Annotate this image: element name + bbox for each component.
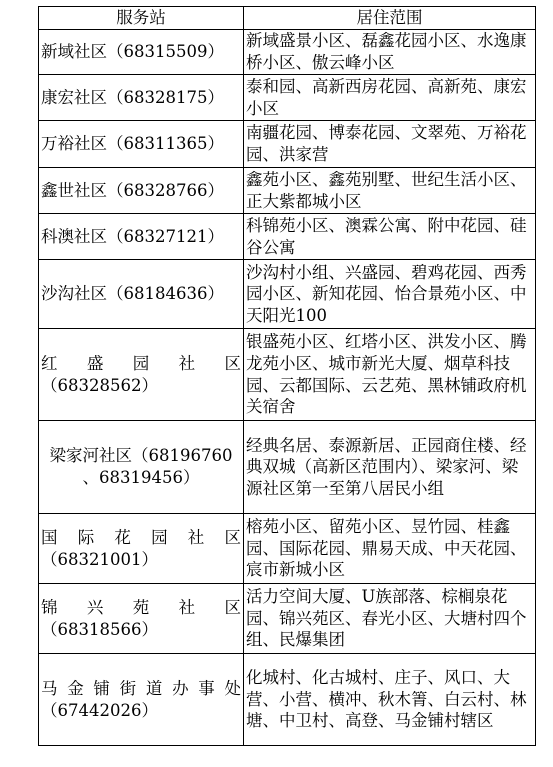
table-row <box>39 168 536 214</box>
area-cell: 南疆花园、博泰花园、文翠苑、万裕花园、洪家营 <box>244 121 536 168</box>
table-row <box>39 654 536 746</box>
header-area: 居住范围 <box>244 7 536 30</box>
station-cell: 鑫世社区（68328766） <box>39 168 244 214</box>
station-cell: 科澳社区（68327121） <box>39 214 244 260</box>
table-header-row <box>39 7 536 30</box>
station-cell <box>39 421 244 514</box>
station-cell <box>39 514 244 584</box>
area-cell: 新域盛景小区、磊鑫花园小区、水逸康桥小区、傲云峰小区 <box>244 30 536 75</box>
station-phone: （68318566） <box>41 619 158 639</box>
area-cell: 银盛苑小区、红塔小区、洪发小区、腾龙苑小区、城市新光大厦、烟草科技园、云都国际、云艺苑、黑林铺政府机关宿舍 <box>244 329 536 421</box>
area-cell: 沙沟村小组、兴盛园、碧鸡花园、西秀园小区、新知花园、怡合景苑小区、中天阳光100 <box>244 260 536 329</box>
station-name: 红盛园社区 <box>41 353 241 373</box>
station-name: 锦兴苑社区 <box>41 597 241 617</box>
table-row <box>39 30 536 75</box>
area-cell: 榕苑小区、留苑小区、昱竹园、桂鑫园、国际花园、鼎易天成、中天花园、宸市新城小区 <box>244 514 536 584</box>
station-cell: 沙沟社区（68184636） <box>39 260 244 329</box>
service-station-table <box>38 6 536 746</box>
table-row <box>39 121 536 168</box>
area-cell: 鑫苑小区、鑫苑别墅、世纪生活小区、正大紫都城小区 <box>244 168 536 214</box>
table-row <box>39 421 536 514</box>
table-row <box>39 514 536 584</box>
station-cell <box>39 584 244 654</box>
station-phone: （68321001） <box>41 549 158 569</box>
station-name: 国际花园社区 <box>41 527 241 547</box>
table-row <box>39 260 536 329</box>
area-cell: 泰和园、高新西房花园、高新苑、康宏小区 <box>244 75 536 121</box>
area-cell: 活力空间大厦、U族部落、棕榈泉花园、锦兴苑区、春光小区、大塘村四个组、民爆集团 <box>244 584 536 654</box>
area-cell: 经典名居、泰源新居、正园商住楼、经典双城（高新区范围内）、梁家河、梁源社区第一至第八居民小组 <box>244 421 536 514</box>
station-cell: 新域社区（68315509） <box>39 30 244 75</box>
table-row <box>39 329 536 421</box>
station-phone: （68328562） <box>41 375 158 395</box>
station-cell <box>39 654 244 746</box>
table-row <box>39 214 536 260</box>
station-cell: 康宏社区（68328175） <box>39 75 244 121</box>
station-name: 梁家河社区（68196760 <box>49 446 233 466</box>
area-cell: 化城村、化古城村、庄子、风口、大营、小营、横冲、秋木箐、白云村、林塘、中卫村、高登、马金铺村辖区 <box>244 654 536 746</box>
table-row <box>39 584 536 654</box>
station-cell <box>39 329 244 421</box>
area-cell: 科锦苑小区、澳霖公寓、附中花园、硅谷公寓 <box>244 214 536 260</box>
station-name: 马金铺街道办事处 <box>41 678 241 698</box>
station-cell: 万裕社区（68311365） <box>39 121 244 168</box>
table-row <box>39 75 536 121</box>
station-phone: 、68319456） <box>82 468 200 487</box>
header-station: 服务站 <box>39 7 244 30</box>
station-phone: （67442026） <box>41 700 158 720</box>
